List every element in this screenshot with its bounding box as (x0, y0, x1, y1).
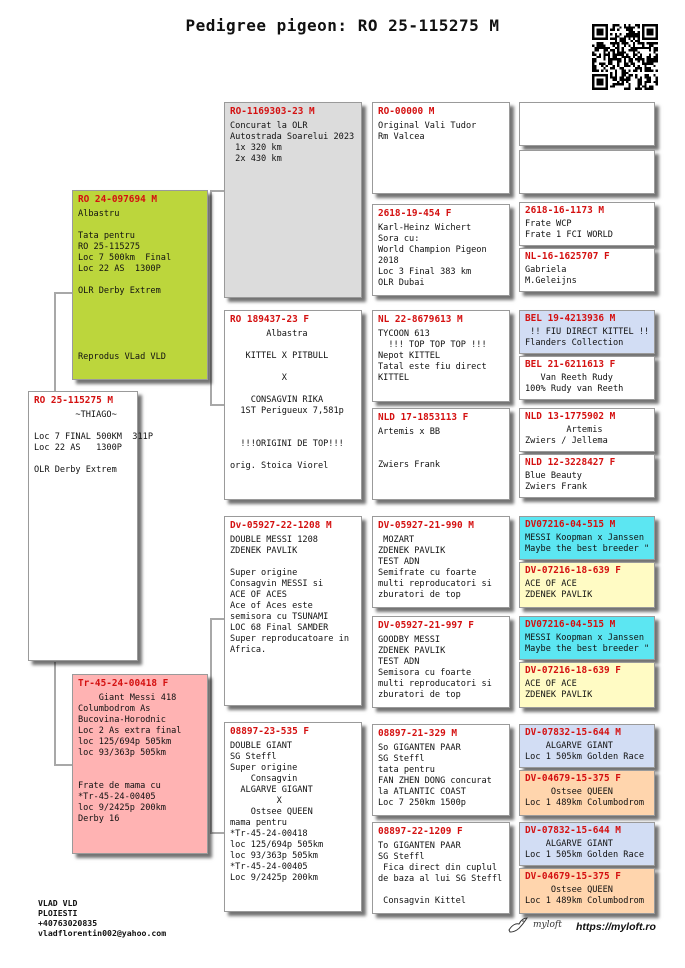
page-title: Pedigree pigeon: RO 25-115275 M (185, 16, 500, 35)
sd-sire-card[interactable] (372, 310, 510, 402)
pigeon-notes: !! FIU DIRECT KITTEL !! Flanders Collection (525, 327, 650, 348)
sire-sire-card[interactable] (224, 102, 362, 298)
ddd-sire-card[interactable] (519, 822, 655, 866)
ring-number: NL-16-1625707 F (525, 251, 610, 262)
pigeon-notes: ALGARVE GIANT Loc 1 505km Golden Race (525, 741, 644, 762)
ring-number: DV-07216-18-639 F (525, 665, 621, 676)
ring-number: 2618-19-454 F (378, 208, 452, 219)
ss-sire-card[interactable] (372, 102, 510, 194)
ring-number: RO 25-115275 M (34, 395, 114, 406)
ring-number: NL 22-8679613 M (378, 314, 463, 325)
ring-number: RO-1169303-23 M (230, 106, 315, 117)
dam-dam-card[interactable] (224, 722, 362, 912)
ddd-dam-card[interactable] (519, 868, 655, 914)
ring-number: 08897-22-1209 F (378, 826, 463, 837)
ring-number: NLD 17-1853113 F (378, 412, 469, 423)
owner-contact: VLAD VLD PLOIESTI +40763020835 vladflorentin002@yahoo.com (38, 898, 167, 938)
dss-sire-card[interactable] (519, 516, 655, 560)
ring-number: RO 189437-23 F (230, 314, 310, 325)
connector-line (54, 662, 56, 766)
ring-number: BEL 19-4213936 M (525, 313, 616, 324)
ring-number: Dv-05927-22-1208 M (230, 520, 332, 531)
ring-number: DV-07832-15-644 M (525, 727, 621, 738)
ring-number: DV07216-04-515 M (525, 619, 616, 630)
pigeon-notes: Van Reeth Rudy 100% Rudy van Reeth (525, 373, 624, 394)
ring-number: DV-04679-15-375 F (525, 871, 621, 882)
pigeon-notes: TYCOON 613 !!! TOP TOP TOP !!! Nepot KITTEL Tatal este fiu direct KITTEL (378, 329, 487, 383)
pigeon-notes: Artemis x BB Zwiers Frank (378, 427, 441, 470)
subject-card[interactable] (28, 391, 153, 661)
pigeon-notes: Gabriela M.Geleijns (525, 265, 577, 286)
ring-number: DV-05927-21-997 F (378, 620, 474, 631)
pigeon-notes: ~THIAGO~ Loc 7 FINAL 500KM 311P Loc 22 AS 1300P OLR Derby Extrem (34, 410, 153, 475)
ring-number: 08897-23-535 F (230, 726, 310, 737)
pigeon-notes: Ostsee QUEEN Loc 1 489km Columbodrom (525, 787, 644, 808)
ring-number: DV-07216-18-639 F (525, 565, 621, 576)
ring-number: DV07216-04-515 M (525, 519, 616, 530)
pigeon-notes: MESSI Koopman x Janssen Maybe the best breeder " (525, 633, 650, 654)
connector-line (210, 404, 224, 406)
sire-card[interactable] (72, 190, 208, 380)
sss-sire-card[interactable] (519, 102, 655, 146)
pigeon-notes: Albastra KITTEL X PITBULL X CONSAGVIN RIKA 1ST Perigueux 7,581p !!!ORIGINI DE TOP!!! orig. Stoica Viorel (230, 329, 344, 471)
pigeon-notes: DOUBLE MESSI 1208 ZDENEK PAVLIK Super origine Consagvin MESSI si ACE OF ACES Ace of Aces este semisora cu TSUNAMI LOC 68 Final SAMDER Super reproducatoare in Africa. (230, 535, 349, 655)
pigeon-notes: MESSI Koopman x Janssen Maybe the best breeder " (525, 533, 650, 554)
pigeon-notes: Karl-Heinz Wichert Sora cu: World Champion Pigeon 2018 Loc 3 Final 383 km OLR Dubai (378, 223, 487, 288)
pigeon-notes: So GIGANTEN PAAR SG Steffl tata pentru FAN ZHEN DONG concurat la ATLANTIC COAST Loc 7 250km 1500p (378, 743, 492, 808)
connector-line (54, 292, 72, 294)
pigeon-notes: Ostsee QUEEN Loc 1 489km Columbodrom (525, 885, 644, 906)
ds-sire-card[interactable] (372, 516, 510, 608)
qr-code-icon (592, 24, 658, 90)
ring-number: DV-04679-15-375 F (525, 773, 621, 784)
pigeon-notes: Frate WCP Frate 1 FCI WORLD (525, 219, 613, 240)
pigeon-notes: Artemis Zwiers / Jellema (525, 425, 608, 446)
sds-dam-card[interactable] (519, 356, 655, 400)
brand-logo (507, 916, 562, 934)
sds-sire-card[interactable] (519, 310, 655, 354)
ring-number: Tr-45-24-00418 F (78, 678, 169, 689)
pigeon-notes: GOODBY MESSI ZDENEK PAVLIK TEST ADN Semisora cu foarte multi reproducatori si zburatori de top (378, 635, 492, 700)
pigeon-notes: To GIGANTEN PAAR SG Steffl Fica direct din cuplul de baza al lui SG Steffl Consagvin Kittel (378, 841, 503, 906)
dam-sire-card[interactable] (224, 516, 362, 706)
ss-dam-card[interactable] (372, 204, 510, 296)
connector-line (210, 832, 224, 834)
bird-logo-icon (507, 916, 529, 934)
pigeon-notes: Albastru Tata pentru RO 25-115275 Loc 7 500km Final Loc 22 AS 1300P OLR Derby Extrem Reprodus VLad VLD (78, 209, 172, 362)
sdd-dam-card[interactable] (519, 454, 655, 498)
pigeon-notes: Original Vali Tudor Rm Valcea (378, 121, 477, 142)
connector-line (210, 618, 224, 620)
sire-dam-card[interactable] (224, 310, 362, 500)
pigeon-notes: Concurat la OLR Autostrada Soarelui 2023 1x 320 km 2x 430 km (230, 121, 355, 164)
brand-name: myloft (533, 920, 562, 930)
ds-dam-card[interactable] (372, 616, 510, 708)
sss-dam-card[interactable] (519, 150, 655, 194)
dsd-sire-card[interactable] (519, 616, 655, 660)
ring-number: RO-00000 M (378, 106, 435, 117)
ring-number: DV-05927-21-990 M (378, 520, 474, 531)
pigeon-notes: ALGARVE GIANT Loc 1 505km Golden Race (525, 839, 644, 860)
ring-number: RO 24-097694 M (78, 194, 158, 205)
sd-dam-card[interactable] (372, 408, 510, 500)
dss-dam-card[interactable] (519, 562, 655, 608)
ring-number: NLD 12-3228427 F (525, 457, 616, 468)
ring-number: DV-07832-15-644 M (525, 825, 621, 836)
pigeon-notes: ACE OF ACE ZDENEK PAVLIK (525, 579, 593, 600)
dam-card[interactable] (72, 674, 208, 854)
connector-line (54, 764, 72, 766)
pigeon-notes: DOUBLE GIANT SG Steffl Super origine Consagvin ALGARVE GIGANT X Ostsee QUEEN mama pentru *Tr-45-24-00418 loc 125/694p 505km loc 93/363p 505km *Tr-45-24-00405 Loc 9/2425p 200km (230, 741, 324, 883)
dds-sire-card[interactable] (519, 724, 655, 768)
pigeon-notes: ACE OF ACE ZDENEK PAVLIK (525, 679, 593, 700)
ssd-sire-card[interactable] (519, 202, 655, 246)
pigeon-notes: Giant Messi 418 Columbodrom As Bucovina-Horodnic Loc 2 As extra final loc 125/694p 505km loc 93/363p 505km Frate de mama cu *Tr-45-24-00405 loc 9/2425p 200km Derby 16 (78, 693, 182, 824)
dds-dam-card[interactable] (519, 770, 655, 816)
sdd-sire-card[interactable] (519, 408, 655, 452)
ring-number: BEL 21-6211613 F (525, 359, 616, 370)
connector-line (210, 190, 224, 192)
website-link[interactable]: https://myloft.ro (576, 921, 656, 933)
ring-number: 08897-21-329 M (378, 728, 458, 739)
dd-dam-card[interactable] (372, 822, 510, 914)
dd-sire-card[interactable] (372, 724, 510, 816)
dsd-dam-card[interactable] (519, 662, 655, 708)
connector-line (210, 190, 212, 406)
connector-line (54, 292, 56, 396)
pigeon-notes: MOZART ZDENEK PAVLIK TEST ADN Semifrate cu foarte multi reproducatori si zburatori de top (378, 535, 492, 600)
ring-number: NLD 13-1775902 M (525, 411, 616, 422)
connector-line (210, 618, 212, 834)
ssd-dam-card[interactable] (519, 248, 655, 292)
ring-number: 2618-16-1173 M (525, 205, 605, 216)
pigeon-notes: Blue Beauty Zwiers Frank (525, 471, 588, 492)
